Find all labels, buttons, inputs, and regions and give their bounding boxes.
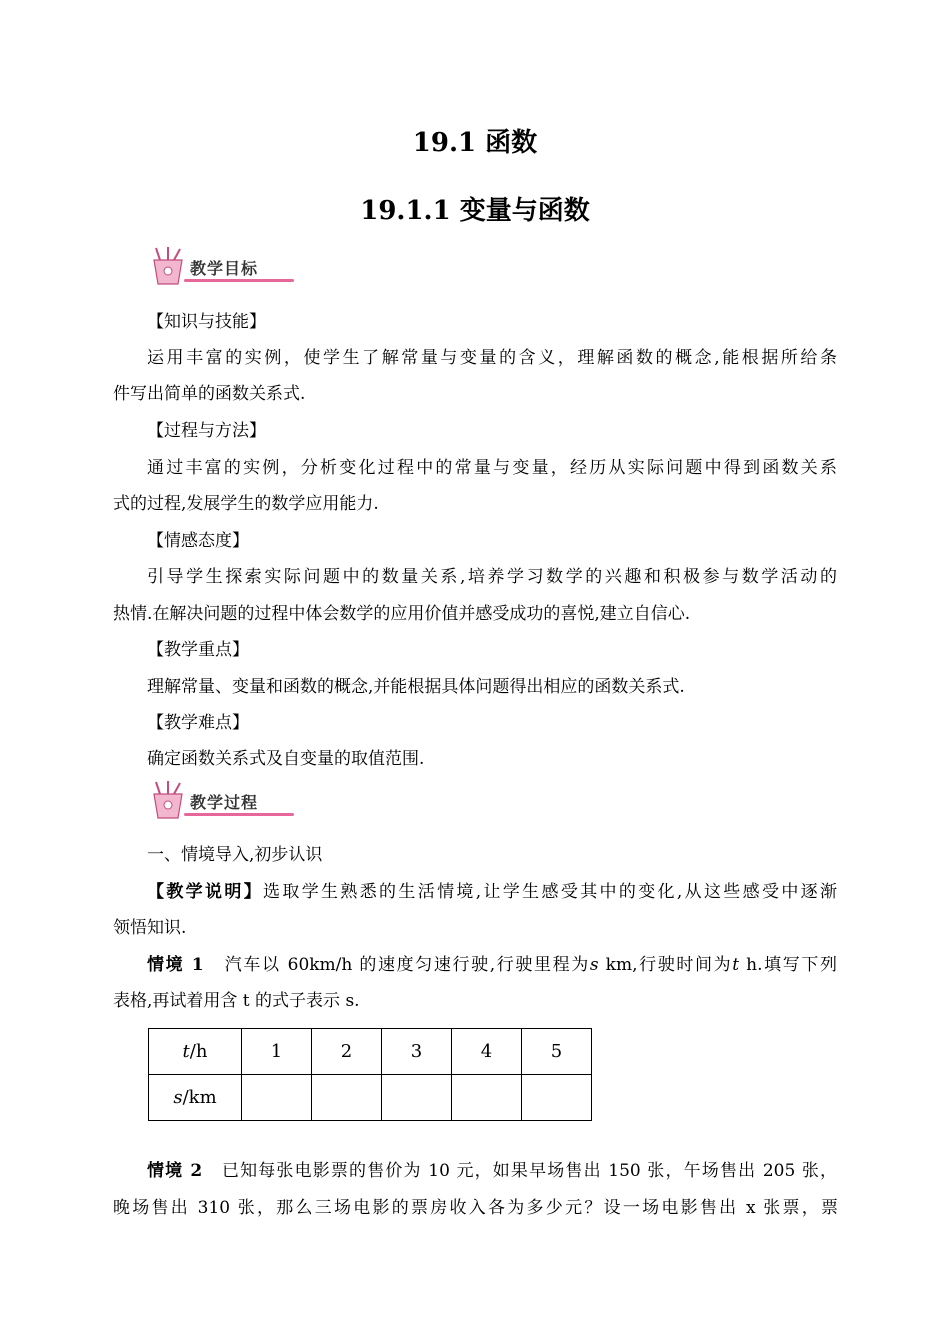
emotion-text-1: 引导学生探索实际问题中的数量关系,培养学习数学的兴趣和积极参与数学活动的 (147, 567, 837, 587)
table-unit: /h (189, 1041, 208, 1062)
teaching-note-head: 【教学说明】 (147, 882, 264, 902)
speed-table (148, 1028, 592, 1121)
difficulty-text: 确定函数关系式及自变量的取值范围. (147, 749, 425, 769)
table-cell-empty[interactable] (452, 1075, 522, 1121)
table-row (149, 1075, 592, 1121)
section-heading-1: 一、情境导入,初步认识 (147, 845, 323, 865)
table-col-5: 5 (522, 1029, 592, 1075)
emotion-heading: 【情感态度】 (147, 531, 249, 551)
emotion-text-2: 热情.在解决问题的过程中体会数学的应用价值并感受成功的喜悦,建立自信心. (113, 604, 691, 624)
knowledge-text-2: 件写出简单的函数关系式. (113, 384, 306, 404)
scenario-1-part-c: h.填写下列 (739, 955, 837, 975)
teaching-process-badge (146, 780, 296, 820)
table-cell-empty[interactable] (522, 1075, 592, 1121)
table-unit: /km (182, 1087, 217, 1108)
teaching-note-1 (147, 881, 837, 903)
scenario-2-head: 情境 2 (147, 1161, 203, 1181)
badge-label: 教学过程 (190, 793, 259, 812)
teaching-goals-badge (146, 246, 296, 286)
table-header-s (149, 1075, 242, 1121)
badge-underline (184, 813, 294, 816)
scenario-2-text-1 (147, 1160, 837, 1182)
table-col-4: 4 (452, 1029, 522, 1075)
method-text-2: 式的过程,发展学生的数学应用能力. (113, 494, 379, 514)
scenario-1-part-a: 汽车以 60km/h 的速度匀速行驶,行驶里程为 (224, 955, 590, 975)
scenario-1-part-b: km,行驶时间为 (598, 955, 733, 975)
knowledge-text-1: 运用丰富的实例，使学生了解常量与变量的含义，理解函数的概念,能根据所给条 (147, 348, 837, 368)
table-header-t (149, 1029, 242, 1075)
table-cell-empty[interactable] (242, 1075, 312, 1121)
difficulty-heading: 【教学难点】 (147, 713, 249, 733)
scenario-1-var-s: s (589, 955, 599, 975)
scenario-2-text-2: 晚场售出 310 张，那么三场电影的票房收入各为多少元？设一场电影售出 x 张票，票 (113, 1198, 838, 1218)
table-cell-empty[interactable] (382, 1075, 452, 1121)
teaching-note-2: 领悟知识. (113, 918, 187, 938)
scenario-1-var-t: t (732, 955, 740, 975)
key-point-heading: 【教学重点】 (147, 640, 249, 660)
table-col-1: 1 (242, 1029, 312, 1075)
method-heading: 【过程与方法】 (147, 421, 266, 441)
main-title: 19.1 函数 (412, 128, 538, 158)
method-text-1: 通过丰富的实例，分析变化过程中的常量与变量，经历从实际问题中得到函数关系 (147, 458, 837, 478)
scenario-2-part-a: 已知每张电影票的售价为 10 元，如果早场售出 150 张，午场售出 205 张， (221, 1161, 838, 1181)
table-col-2: 2 (312, 1029, 382, 1075)
table-row (149, 1029, 592, 1075)
scenario-1-text-1 (147, 954, 837, 976)
table-cell-empty[interactable] (312, 1075, 382, 1121)
table-col-3: 3 (382, 1029, 452, 1075)
table-var: t (182, 1041, 190, 1062)
scenario-1-text-2: 表格,再试着用含 t 的式子表示 s. (113, 991, 360, 1011)
key-point-text: 理解常量、变量和函数的概念,并能根据具体问题得出相应的函数关系式. (147, 677, 685, 697)
badge-label: 教学目标 (190, 259, 259, 278)
badge-underline (184, 279, 294, 282)
sub-title: 19.1.1 变量与函数 (360, 196, 590, 226)
knowledge-heading: 【知识与技能】 (147, 312, 266, 332)
table-var: s (173, 1087, 183, 1108)
scenario-1-head: 情境 1 (147, 955, 204, 975)
teaching-note-text: 选取学生熟悉的生活情境,让学生感受其中的变化,从这些感受中逐渐 (263, 882, 837, 902)
